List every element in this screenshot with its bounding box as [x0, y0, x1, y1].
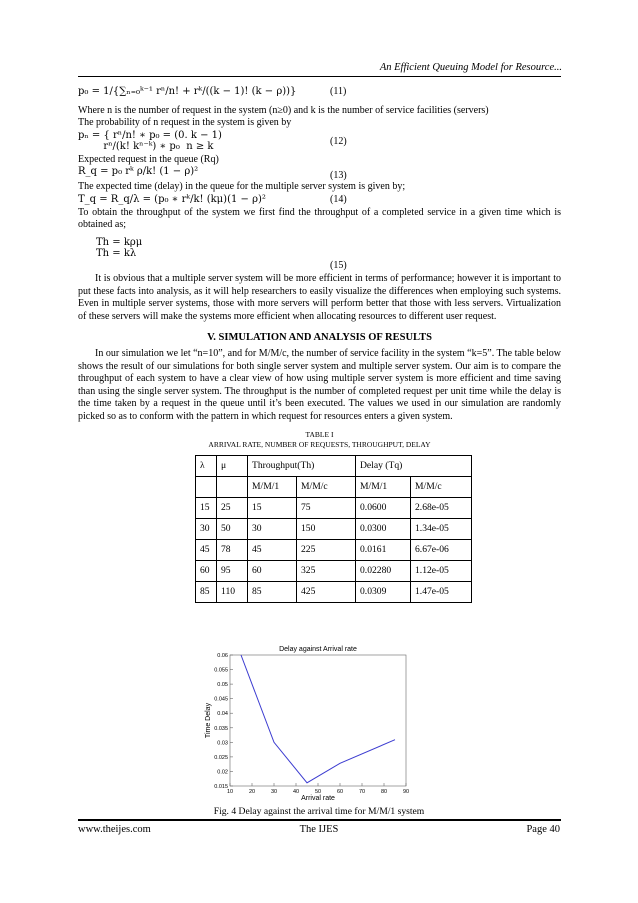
- paragraph-multiple-server: It is obvious that a multiple server system will be more efficient in terms of performance; however it is important to put these facts into analysis, as it will help researchers to easily visualize the differences when employing such systems. Even in multiple server systems, those with more servers will perform better that those with less servers. Virtualization of these servers will make the systems more efficient when allocating resources to different user request.: [78, 273, 561, 322]
- paragraph-throughput-intro: To obtain the throughput of the system we first find the throughput of a completed service in a given time which is obtained as;: [78, 206, 561, 231]
- equation-14-number: (14): [330, 193, 347, 205]
- x-tick-label: 60: [336, 789, 344, 795]
- header-mu: μ: [217, 455, 248, 476]
- y-tick-label: 0.02: [217, 769, 228, 776]
- equation-11-formula: p₀ = 1/{∑ₙ₌₀ᵏ⁻¹ rⁿ/n! + rᵏ/((k − 1)! (k − ρ))}: [78, 86, 297, 97]
- subheader-cell: M/M/c: [297, 476, 356, 497]
- table-cell: 325: [297, 560, 356, 581]
- table-cell: 78: [217, 539, 248, 560]
- table-cell: 1.47e-05: [411, 581, 472, 602]
- results-table: [195, 455, 472, 603]
- table-row: [196, 539, 472, 560]
- paragraph-probability: The probability of n request in the system is given by: [78, 117, 292, 129]
- table-cell: 0.0300: [356, 518, 411, 539]
- table-caption-number: TABLE I: [305, 429, 334, 439]
- table-cell: 0.0161: [356, 539, 411, 560]
- equation-13-number: (13): [330, 170, 347, 182]
- y-tick-label: 0.03: [217, 740, 228, 747]
- x-tick-label: 20: [248, 789, 256, 795]
- table-cell: 85: [248, 581, 297, 602]
- equation-11-number: (11): [330, 86, 347, 97]
- equation-11: [78, 86, 561, 99]
- table-cell: 0.0309: [356, 581, 411, 602]
- table-cell: 60: [196, 560, 217, 581]
- table-cell: 110: [217, 581, 248, 602]
- table-cell: 0.0600: [356, 497, 411, 518]
- equation-15-line2: Th = kλ: [96, 248, 137, 260]
- x-tick-label: 90: [402, 789, 410, 795]
- table-cell: 25: [217, 497, 248, 518]
- subheader-empty: [196, 476, 217, 497]
- header-rule: [78, 76, 561, 77]
- table-caption: [78, 430, 561, 450]
- table-cell: 425: [297, 581, 356, 602]
- table-cell: 2.68e-05: [411, 497, 472, 518]
- y-tick-label: 0.05: [217, 682, 228, 689]
- x-tick-label: 30: [270, 789, 278, 795]
- table-cell: 150: [297, 518, 356, 539]
- table-cell: 225: [297, 539, 356, 560]
- footer-website: www.theijes.com: [78, 824, 151, 835]
- header-delay: Delay (Tq): [356, 455, 472, 476]
- table-row: [196, 581, 472, 602]
- subheader-cell: M/M/1: [248, 476, 297, 497]
- table-row: [196, 518, 472, 539]
- body-content: [78, 86, 561, 603]
- equation-15-number: (15): [330, 260, 347, 272]
- equation-14: [78, 194, 561, 207]
- header-lambda: λ: [196, 455, 217, 476]
- header-throughput: Throughput(Th): [248, 455, 356, 476]
- footer-rule: [78, 819, 561, 821]
- subheader-empty: [217, 476, 248, 497]
- equation-15: [78, 237, 561, 273]
- subheader-cell: M/M/c: [411, 476, 472, 497]
- equation-12-number: (12): [330, 135, 347, 147]
- equation-12-formula: [78, 130, 222, 152]
- equation-12-line1: pₙ = { rⁿ/n! ∗ p₀ = (0. k − 1): [78, 129, 222, 141]
- equation-13-formula: R_q = p₀ rᵏ ρ/k! (1 − ρ)²: [78, 166, 199, 178]
- y-tick-label: 0.055: [214, 667, 228, 674]
- x-tick-label: 10: [226, 789, 234, 795]
- equation-15-formula: [96, 237, 142, 259]
- equation-12: [78, 130, 561, 154]
- table-cell: 6.67e-06: [411, 539, 472, 560]
- paragraph-expected-request: Expected request in the queue (Rq): [78, 153, 219, 165]
- y-tick-label: 0.04: [217, 711, 228, 718]
- table-header-row: [196, 455, 472, 476]
- y-tick-label: 0.015: [214, 784, 228, 790]
- table-caption-title: ARRIVAL RATE, NUMBER OF REQUESTS, THROUGHPUT, DELAY: [208, 439, 431, 449]
- y-tick-label: 0.035: [214, 725, 228, 732]
- table-row: [196, 497, 472, 518]
- table-cell: 95: [217, 560, 248, 581]
- table-cell: 45: [196, 539, 217, 560]
- x-tick-label: 70: [358, 789, 366, 795]
- plot-area: [230, 655, 406, 786]
- paragraph-simulation: In our simulation we let “n=10”, and for M/M/c, the number of service facility in the system “k=5”. The table below shows the result of our simulations for both single server system and multiple server system. Our aim is to compare the throughput of each system to have a clear view of how using multiple server system is more efficient and time saving than using the single server system. The throughput is the number of completed request per unit time while the delay is the time taken by a request in the queue until it’s been executed. The values we used in our simulation are randomly picked so as to conform with the pattern in which request for resources enters a given system.: [78, 348, 561, 422]
- paragraph-n-definition: Where n is the number of request in the system (n≥0) and k is the number of service facilities (servers): [78, 105, 489, 116]
- table-cell: 85: [196, 581, 217, 602]
- table-subheader-row: [196, 476, 472, 497]
- equation-15-line1: Th = kρμ: [96, 237, 143, 249]
- table-cell: 45: [248, 539, 297, 560]
- y-axis-label: Time Delay: [205, 702, 212, 739]
- chart-title: Delay against Arrival rate: [279, 646, 357, 653]
- subheader-cell: M/M/1: [356, 476, 411, 497]
- section-heading: V. SIMULATION AND ANALYSIS OF RESULTS: [207, 332, 432, 344]
- x-axis-label: Arrival rate: [301, 795, 335, 802]
- equation-14-formula: T_q = R_q/λ = (p₀ ∗ rᵏ/k! (kμ)(1 − ρ)²: [78, 193, 266, 205]
- y-tick-label: 0.025: [214, 754, 228, 761]
- paragraph-expected-time: The expected time (delay) in the queue for the multiple server system is given by;: [78, 181, 406, 193]
- table-cell: 15: [248, 497, 297, 518]
- y-tick-label: 0.06: [217, 653, 228, 659]
- table-cell: 30: [248, 518, 297, 539]
- figure-caption: Fig. 4 Delay against the arrival time for M/M/1 system: [213, 806, 425, 817]
- footer-journal: The IJES: [299, 824, 339, 835]
- table-cell: 15: [196, 497, 217, 518]
- x-tick-label: 50: [314, 789, 322, 795]
- table-cell: 60: [248, 560, 297, 581]
- footer-page-number: Page 40: [526, 824, 560, 835]
- y-tick-label: 0.045: [214, 696, 228, 703]
- table-cell: 50: [217, 518, 248, 539]
- delay-chart: [200, 643, 415, 803]
- running-header: An Efficient Queuing Model for Resource...: [379, 62, 562, 73]
- table-cell: 1.12e-05: [411, 560, 472, 581]
- x-tick-label: 80: [380, 789, 388, 795]
- equation-13: [78, 166, 561, 182]
- x-tick-label: 40: [292, 789, 300, 795]
- equation-12-line2: rⁿ/(k! kⁿ⁻ᵏ) ∗ p₀ n ≥ k: [78, 140, 214, 152]
- table-row: [196, 560, 472, 581]
- table-cell: 1.34e-05: [411, 518, 472, 539]
- table-cell: 0.02280: [356, 560, 411, 581]
- table-cell: 30: [196, 518, 217, 539]
- table-cell: 75: [297, 497, 356, 518]
